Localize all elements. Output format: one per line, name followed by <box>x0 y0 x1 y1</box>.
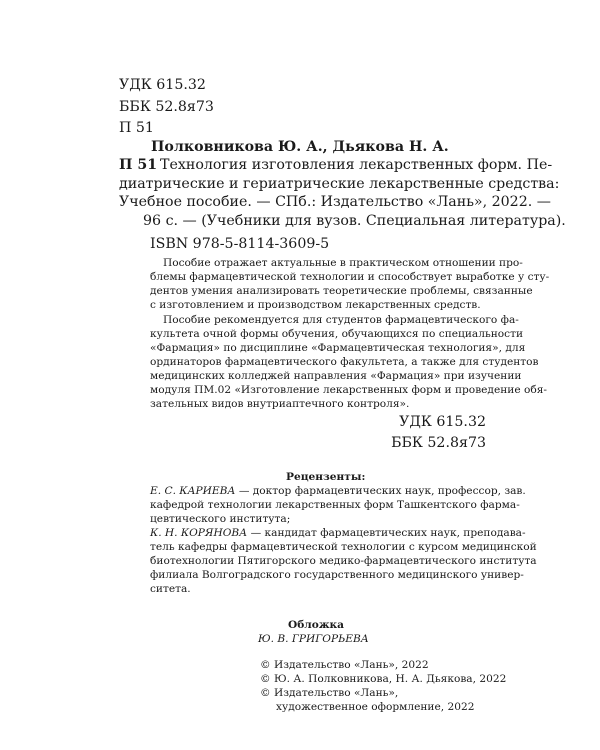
annotation-line: зательных видов внутриаптечного контроля». <box>150 398 410 410</box>
bibliography-mark: П 51 <box>119 157 158 173</box>
copyright-line: © Издательство «Лань», 2022 <box>260 659 429 671</box>
isbn: ISBN 978-5-8114-3609-5 <box>150 236 330 252</box>
bibliography-line: Учебное пособие. — СПб.: Издательство «Лань», 2022. — <box>119 194 551 210</box>
reviewer-line: биотехнологии Пятигорского медико-фармацевтического института <box>150 555 537 567</box>
authors: Полковникова Ю. А., Дьякова Н. А. <box>151 139 449 155</box>
reviewer-line: цевтического института; <box>150 513 291 525</box>
annotation-line: с изготовлением и производством лекарственных средств. <box>150 299 481 311</box>
reviewer-1-name: Е. С. КАРИЕВА <box>150 485 236 497</box>
reviewer-line: тель кафедры фармацевтической технологии с курсом медицинской <box>150 541 537 553</box>
annotation-line: культета очной формы обучения, обучающихся по специальности <box>150 328 524 340</box>
reviewer-line: филиала Волгоградского государственного медицинского универ- <box>150 569 524 581</box>
annotation-line: Пособие рекомендуется для студентов фармацевтического фа- <box>163 314 519 326</box>
annotation-line: дентов умения анализировать теоретические проблемы, связанные <box>150 285 533 297</box>
reviewer-line: кафедрой технологии лекарственных форм Ташкентского фарма- <box>150 499 520 511</box>
cover-heading: Обложка <box>288 619 345 631</box>
author-mark: П 51 <box>119 120 154 136</box>
bibliography-line: диатрические и гериатрические лекарственные средства: <box>119 176 560 192</box>
copyright-line: © Ю. А. Полковникова, Н. А. Дьякова, 2022 <box>260 673 507 685</box>
copyright-line: © Издательство «Лань», <box>260 687 399 699</box>
reviewer-2-name: К. Н. КОРЯНОВА <box>150 527 248 539</box>
annotation-bbk: ББК 52.8я73 <box>391 435 486 451</box>
annotation-line: Пособие отражает актуальные в практическом отношении про- <box>163 257 523 269</box>
annotation-udk: УДК 615.32 <box>399 414 486 430</box>
bibliography-line: Технология изготовления лекарственных форм. Пе- <box>160 157 553 173</box>
bibliography-line: 96 с. — (Учебники для вузов. Специальная литература). <box>143 213 566 229</box>
annotation-line: модуля ПМ.02 «Изготовление лекарственных форм и проведение обя- <box>150 384 547 396</box>
annotation-line: ординаторов фармацевтического факультета, а также для студентов <box>150 356 539 368</box>
annotation-line: медицинских колледжей направления «Фармация» при изучении <box>150 370 522 382</box>
copyright-line: художественное оформление, 2022 <box>276 701 475 713</box>
annotation-line: блемы фармацевтической технологии и способствует выработке у сту- <box>150 271 550 283</box>
bbk-code: ББК 52.8я73 <box>119 99 214 115</box>
cover-designer: Ю. В. ГРИГОРЬЕВА <box>258 633 369 645</box>
reviewer-line: ситета. <box>150 583 191 595</box>
udk-code: УДК 615.32 <box>119 77 206 93</box>
reviewer-2-title: — кандидат фармацевтических наук, преподава- <box>247 527 526 539</box>
reviewer-1-first-line <box>150 484 526 498</box>
reviewer-2-first-line <box>150 526 526 540</box>
annotation-line: «Фармация» по дисциплине «Фармацевтическая технология», для <box>150 342 526 354</box>
reviewers-heading: Рецензенты: <box>286 471 366 483</box>
reviewer-1-title: — доктор фармацевтических наук, профессор, зав. <box>235 485 526 497</box>
